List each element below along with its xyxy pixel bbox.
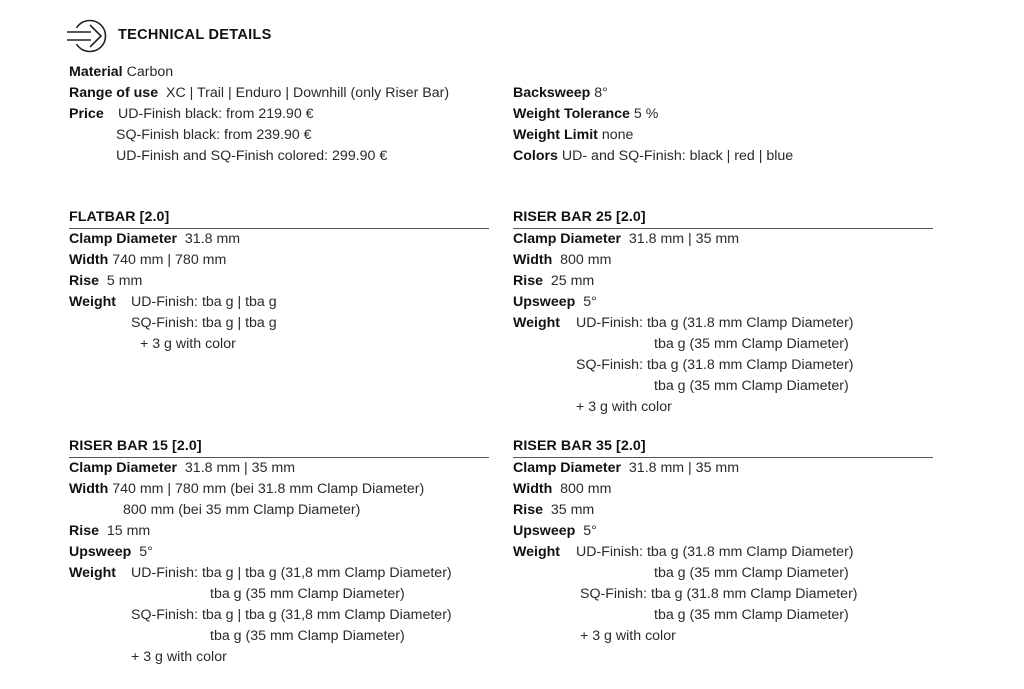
weight-line: + 3 g with color xyxy=(576,399,672,415)
riser25-upsweep-row xyxy=(513,292,597,313)
riser15-width-row xyxy=(69,479,424,500)
rise-value: 25 mm xyxy=(550,273,595,289)
riser35-upsweep-row xyxy=(513,521,597,542)
weight-line: UD-Finish: tba g | tba g (31,8 mm Clamp Diameter) xyxy=(131,565,452,581)
width-value: 740 mm | 780 mm xyxy=(112,252,227,268)
limit-row xyxy=(513,125,633,146)
range-row xyxy=(69,83,449,104)
backsweep-value: 8° xyxy=(594,85,608,101)
weight-line: tba g (35 mm Clamp Diameter) xyxy=(654,336,849,352)
rise-value: 5 mm xyxy=(106,273,143,289)
tolerance-row xyxy=(513,104,658,125)
clamp-value: 31.8 mm | 35 mm xyxy=(184,460,296,476)
width-value: 740 mm | 780 mm (bei 31.8 mm Clamp Diameter) xyxy=(112,481,425,497)
weight-line: tba g (35 mm Clamp Diameter) xyxy=(654,565,849,581)
rise-value: 15 mm xyxy=(106,523,151,539)
weight-line: SQ-Finish: tba g (31.8 mm Clamp Diameter) xyxy=(576,357,854,373)
flatbar-title: FLATBAR [2.0] xyxy=(69,209,170,225)
width-label: Width xyxy=(513,481,553,497)
width-value: 800 mm xyxy=(560,481,612,497)
weight-line: SQ-Finish: tba g (31.8 mm Clamp Diameter) xyxy=(580,586,858,602)
width-label: Width xyxy=(513,252,553,268)
colors-row xyxy=(513,146,793,167)
material-value: Carbon xyxy=(126,64,174,80)
weight-label: Weight xyxy=(69,294,117,310)
riser25-width-row xyxy=(513,250,611,271)
backsweep-label: Backsweep xyxy=(513,85,591,101)
clamp-label: Clamp Diameter xyxy=(513,460,622,476)
weight-line: tba g (35 mm Clamp Diameter) xyxy=(210,586,405,602)
weight-line: SQ-Finish: tba g | tba g (31,8 mm Clamp Diameter) xyxy=(131,607,452,623)
rise-label: Rise xyxy=(69,273,99,289)
weight-line: UD-Finish: tba g (31.8 mm Clamp Diameter) xyxy=(576,544,854,560)
clamp-value: 31.8 mm | 35 mm xyxy=(628,231,740,247)
price-line: SQ-Finish black: from 239.90 € xyxy=(116,127,312,143)
clamp-label: Clamp Diameter xyxy=(69,460,178,476)
upsweep-label: Upsweep xyxy=(513,294,576,310)
flatbar-rise-row xyxy=(69,271,142,292)
upsweep-value: 5° xyxy=(583,294,597,310)
rise-label: Rise xyxy=(513,273,543,289)
page-title: TECHNICAL DETAILS xyxy=(118,27,272,43)
weight-line: tba g (35 mm Clamp Diameter) xyxy=(654,378,849,394)
riser15-clamp-row xyxy=(69,458,295,479)
weight-line: UD-Finish: tba g | tba g xyxy=(131,294,277,310)
riser15-rise-row xyxy=(69,521,150,542)
riser15-title: RISER BAR 15 [2.0] xyxy=(69,438,202,454)
riser25-title: RISER BAR 25 [2.0] xyxy=(513,209,646,225)
weight-line: + 3 g with color xyxy=(580,628,676,644)
rise-value: 35 mm xyxy=(550,502,595,518)
flatbar-clamp-row xyxy=(69,229,240,250)
tolerance-value: 5 % xyxy=(633,106,659,122)
width-value: 800 mm xyxy=(560,252,612,268)
colors-label: Colors xyxy=(513,148,558,164)
colors-value: UD- and SQ-Finish: black | red | blue xyxy=(561,148,794,164)
upsweep-value: 5° xyxy=(583,523,597,539)
weight-line: + 3 g with color xyxy=(140,336,236,352)
limit-value: none xyxy=(601,127,634,143)
weight-label: Weight xyxy=(69,565,117,581)
backsweep-row xyxy=(513,83,608,104)
upsweep-label: Upsweep xyxy=(513,523,576,539)
riser35-title: RISER BAR 35 [2.0] xyxy=(513,438,646,454)
price-label: Price xyxy=(69,106,104,122)
rise-label: Rise xyxy=(69,523,99,539)
flatbar-width-row xyxy=(69,250,226,271)
width-line: 800 mm (bei 35 mm Clamp Diameter) xyxy=(123,502,361,518)
tolerance-label: Weight Tolerance xyxy=(513,106,630,122)
weight-line: + 3 g with color xyxy=(131,649,227,665)
range-label: Range of use xyxy=(69,85,159,101)
rise-label: Rise xyxy=(513,502,543,518)
weight-line: tba g (35 mm Clamp Diameter) xyxy=(210,628,405,644)
width-label: Width xyxy=(69,481,109,497)
clamp-label: Clamp Diameter xyxy=(513,231,622,247)
weight-label: Weight xyxy=(513,315,561,331)
material-row xyxy=(69,62,173,83)
riser25-clamp-row xyxy=(513,229,739,250)
weight-label: Weight xyxy=(513,544,561,560)
clamp-value: 31.8 mm | 35 mm xyxy=(628,460,740,476)
weight-line: SQ-Finish: tba g | tba g xyxy=(131,315,277,331)
clamp-label: Clamp Diameter xyxy=(69,231,178,247)
upsweep-value: 5° xyxy=(139,544,153,560)
range-value: XC | Trail | Enduro | Downhill (only Riser Bar) xyxy=(165,85,450,101)
riser35-clamp-row xyxy=(513,458,739,479)
clamp-value: 31.8 mm xyxy=(184,231,241,247)
weight-line: tba g (35 mm Clamp Diameter) xyxy=(654,607,849,623)
upsweep-label: Upsweep xyxy=(69,544,132,560)
riser15-upsweep-row xyxy=(69,542,153,563)
price-line: UD-Finish and SQ-Finish colored: 299.90 € xyxy=(116,148,388,164)
price-line: UD-Finish black: from 219.90 € xyxy=(118,106,314,122)
width-label: Width xyxy=(69,252,109,268)
limit-label: Weight Limit xyxy=(513,127,598,143)
weight-line: UD-Finish: tba g (31.8 mm Clamp Diameter) xyxy=(576,315,854,331)
riser25-rise-row xyxy=(513,271,594,292)
material-label: Material xyxy=(69,64,123,80)
riser35-width-row xyxy=(513,479,611,500)
arrow-in-circle-icon xyxy=(66,17,110,55)
riser35-rise-row xyxy=(513,500,594,521)
header-icon-wrap xyxy=(66,17,110,55)
